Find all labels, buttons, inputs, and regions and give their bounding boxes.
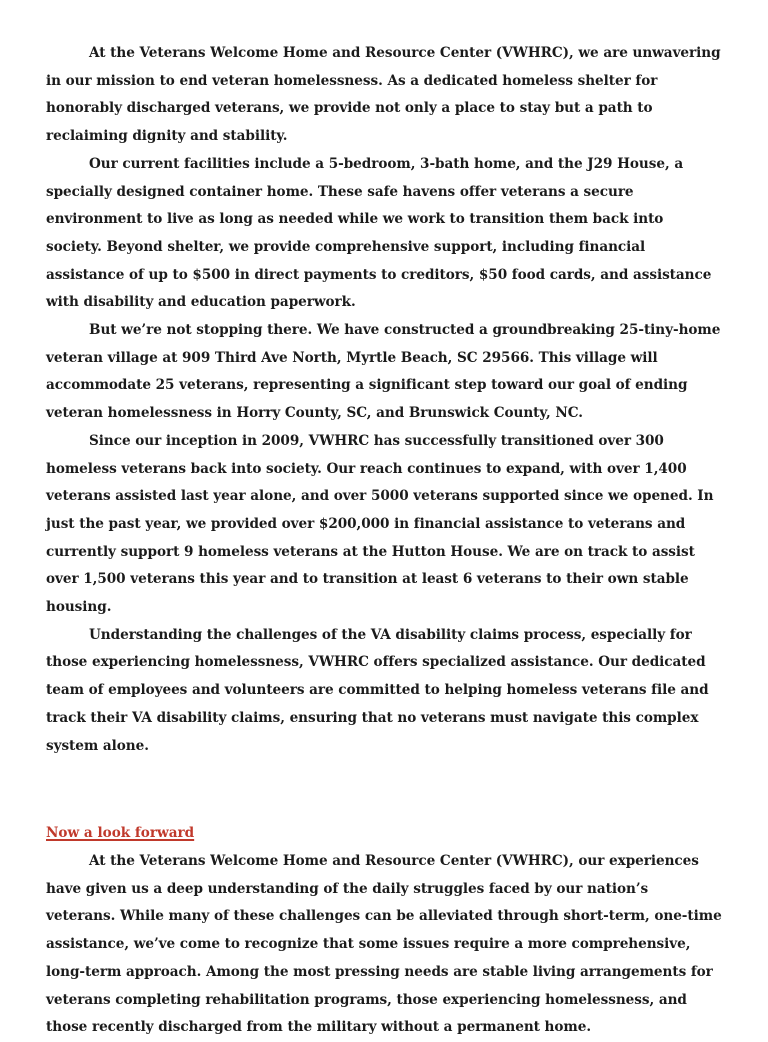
document-body bbox=[46, 40, 722, 1042]
paragraph-facilities: Our current facilities include a 5-bedroom, 3-bath home, and the J29 House, a specially designed container home. These safe havens offer veterans a secure environment to live as long as needed while we work to transition them back into society. Beyond shelter, we provide comprehensive support, including financial assistance of up to $500 in direct payments to creditors, $50 food cards, and assistance with disability and education paperwork. bbox=[46, 155, 712, 311]
paragraph-look-forward: At the Veterans Welcome Home and Resource Center (VWHRC), our experiences have given us a deep understanding of the daily struggles faced by our nation’s veterans. While many of these challenges can be alleviated through short-term, one-time assistance, we’ve come to recognize that some issues require a more comprehensive, long-term approach. Among the most pressing needs are stable living arrangements for veterans completing rehabilitation programs, those experiencing homelessness, and those recently discharged from the military without a permanent home. bbox=[46, 852, 722, 1036]
paragraph-va-claims: Understanding the challenges of the VA disability claims process, especially for those experiencing homelessness, VWHRC offers specialized assistance. Our dedicated team of employees and volunteers are committed to helping homeless veterans file and track their VA disability claims, ensuring that no veterans must navigate this complex system alone. bbox=[46, 626, 709, 754]
paragraph-veteran-village: But we’re not stopping there. We have constructed a groundbreaking 25-tiny-home veteran village at 909 Third Ave North, Myrtle Beach, SC 29566. This village will accommodate 25 veterans, representing a significant step toward our goal of ending veteran homelessness in Horry County, SC, and Brunswick County, NC. bbox=[46, 322, 721, 422]
section-heading: Now a look forward bbox=[46, 825, 195, 842]
paragraph-history-stats: Since our inception in 2009, VWHRC has successfully transitioned over 300 homeless veterans back into society. Our reach continues to expand, with over 1,400 veterans assisted last year alone, and over 5000 veterans supported since we opened. In just the past year, we provided over $200,000 in financial assistance to veterans and currently support 9 homeless veterans at the Hutton House. We are on track to assist over 1,500 veterans this year and to transition at least 6 veterans to their own stable housing. bbox=[46, 432, 714, 616]
section-spacer bbox=[46, 760, 722, 820]
paragraph-mission: At the Veterans Welcome Home and Resource Center (VWHRC), we are unwavering in our mission to end veteran homelessness. As a dedicated homeless shelter for honorably discharged veterans, we provide not only a place to stay but a path to reclaiming dignity and stability. bbox=[46, 45, 721, 145]
